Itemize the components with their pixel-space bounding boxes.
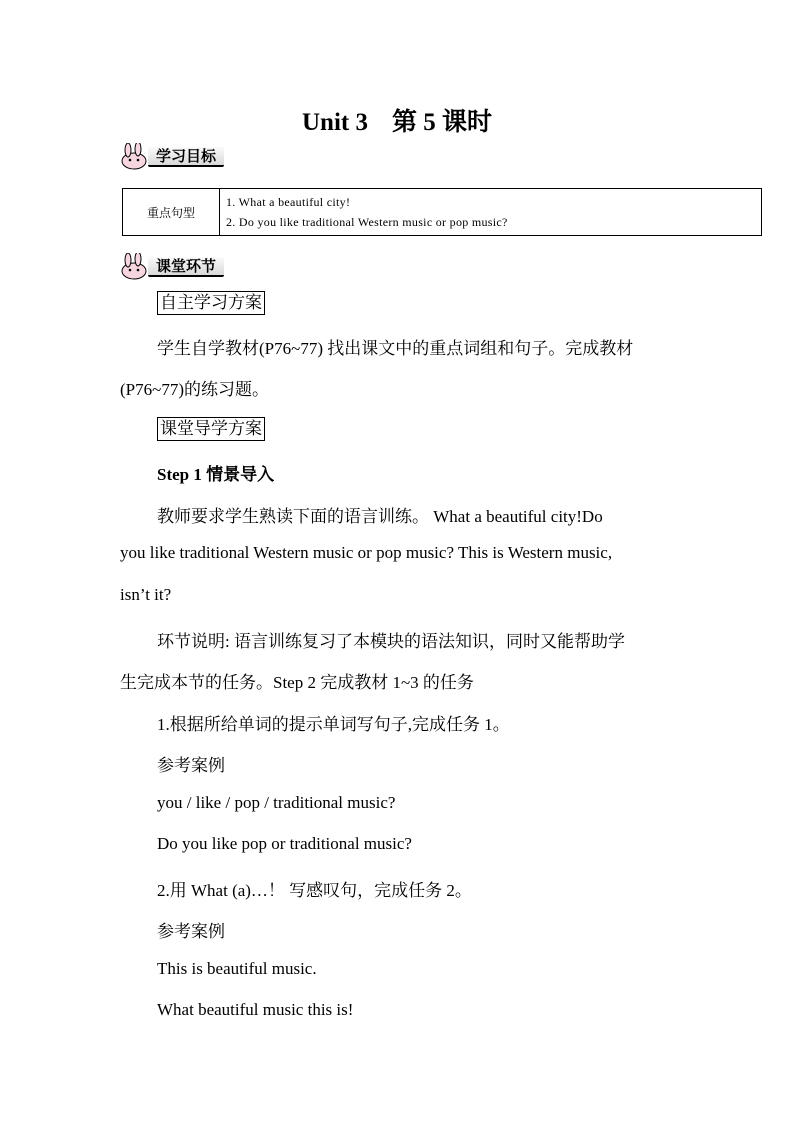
key-sentences-table bbox=[122, 188, 762, 236]
section-badge-goals bbox=[118, 143, 248, 167]
step1-heading: Step 1 情景导入 bbox=[157, 465, 275, 484]
rabbit-icon bbox=[118, 143, 152, 171]
example-2a: This is beautiful music. bbox=[157, 959, 317, 978]
lesson-title: 第 5 课时 bbox=[391, 109, 492, 136]
self-study-line-2: (P76~77)的练习题。 bbox=[120, 380, 269, 399]
guided-para2-line-1: 环节说明: 语言训练复习了本模块的语法知识，同时又能帮助学 bbox=[157, 632, 625, 651]
section-label-class: 课堂环节 bbox=[148, 257, 224, 277]
page-title bbox=[0, 102, 794, 138]
guided-para1-line-2: you like traditional Western music or pop music? This is Western music, bbox=[120, 543, 613, 562]
reference-label-1: 参考案例 bbox=[157, 756, 225, 775]
section-badge-class bbox=[118, 253, 248, 277]
guided-heading: 课堂导学方案 bbox=[157, 417, 265, 441]
guided-para2-line-2: 生完成本节的任务。Step 2 完成教材 1~3 的任务 bbox=[120, 673, 474, 692]
guided-para1-line-1: 教师要求学生熟读下面的语言训练。 What a beautiful city!Do bbox=[157, 507, 603, 526]
reference-label-2: 参考案例 bbox=[157, 922, 225, 941]
unit-title: Unit 3 bbox=[302, 109, 368, 136]
self-study-heading: 自主学习方案 bbox=[157, 291, 265, 315]
section-label-goals: 学习目标 bbox=[148, 147, 224, 167]
key-sentence: 2. Do you like traditional Western music or pop music? bbox=[226, 215, 508, 229]
example-1b: Do you like pop or traditional music? bbox=[157, 834, 412, 853]
table-value-cell bbox=[220, 189, 762, 236]
rabbit-icon bbox=[118, 253, 152, 281]
guided-para1-line-3: isn’t it? bbox=[120, 585, 172, 604]
self-study-line-1: 学生自学教材(P76~77) 找出课文中的重点词组和句子。完成教材 bbox=[157, 339, 634, 358]
task1: 1.根据所给单词的提示单词写句子,完成任务 1。 bbox=[157, 715, 510, 734]
table-key-cell: 重点句型 bbox=[123, 189, 220, 236]
example-2b: What beautiful music this is! bbox=[157, 1000, 354, 1019]
example-1a: you / like / pop / traditional music? bbox=[157, 793, 396, 812]
task2: 2.用 What (a)…！ 写感叹句，完成任务 2。 bbox=[157, 881, 472, 900]
key-sentence: 1. What a beautiful city! bbox=[226, 195, 351, 209]
